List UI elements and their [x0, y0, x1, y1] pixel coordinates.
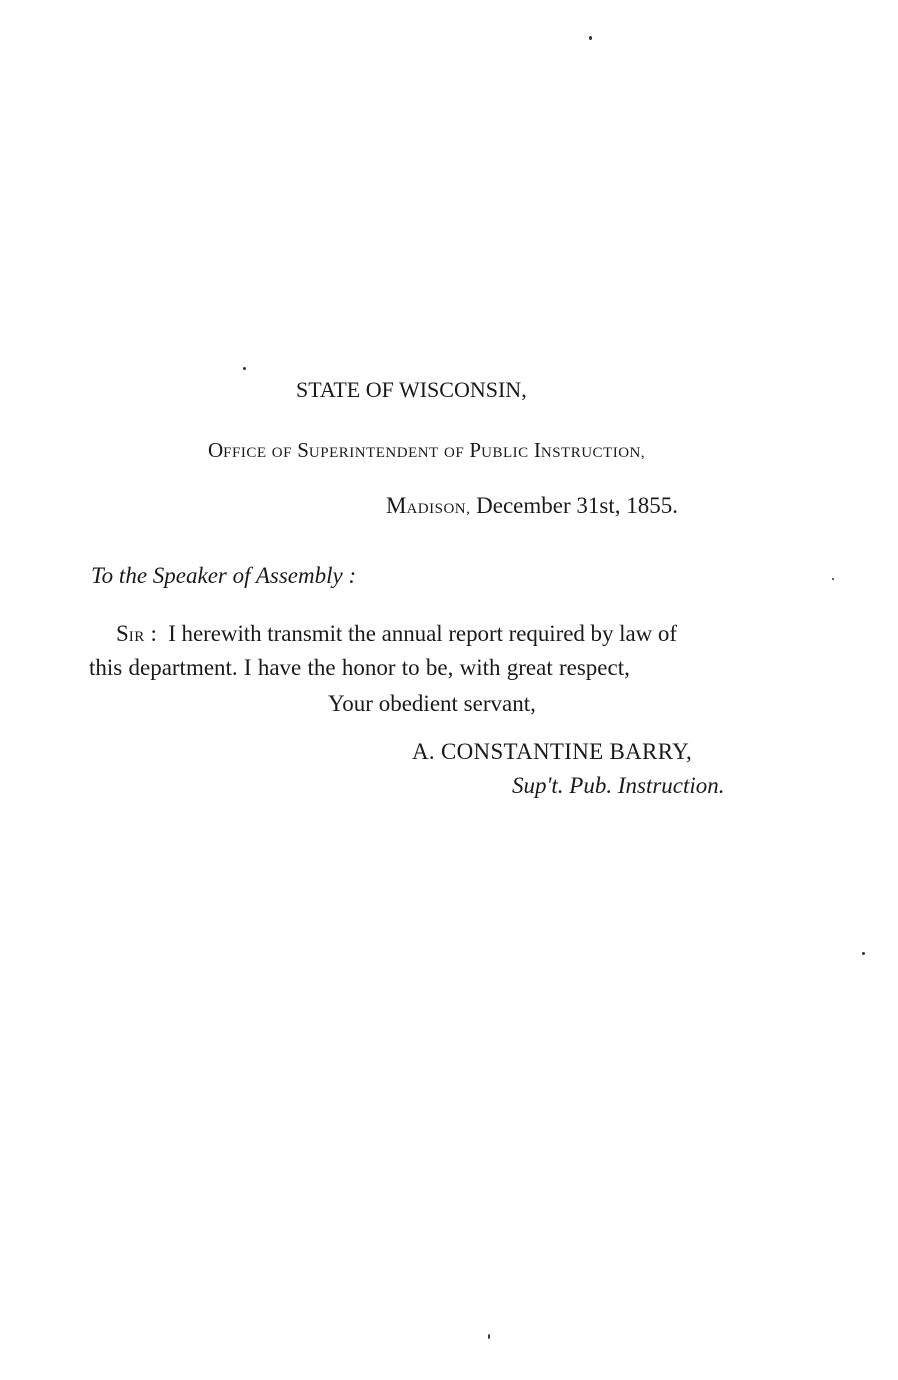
- office-word-rest: NSTRUCTION,: [540, 445, 646, 461]
- office-word: [444, 438, 464, 462]
- signature-title: Sup't. Pub. Instruction.: [512, 773, 725, 798]
- print-speck: [243, 367, 246, 370]
- office-word: [297, 438, 439, 462]
- body-line-1: [116, 620, 677, 651]
- place-name: ADISON,: [406, 501, 471, 517]
- date: December 31st, 1855.: [476, 493, 678, 518]
- body-text-1: I herewith transmit the annual report required by law of: [168, 621, 677, 646]
- office-word: [272, 438, 292, 462]
- closing: Your obedient servant,: [328, 691, 536, 716]
- sir-rest: IR: [128, 629, 145, 645]
- sir-colon: :: [150, 621, 157, 646]
- office-word-rest: UBLIC: [481, 445, 529, 461]
- office-word-rest: FFICE: [223, 445, 267, 461]
- office-word-rest: OF: [443, 445, 465, 461]
- print-speck: [862, 952, 865, 955]
- office-word: [469, 438, 528, 462]
- office-word-initial: I: [533, 438, 541, 462]
- signature-name: A. CONSTANTINE BARRY,: [412, 739, 693, 764]
- print-speck: [488, 1334, 490, 1339]
- body-line-2: this department. I have the honor to be, with great respect,: [89, 655, 630, 680]
- office-word: [208, 438, 267, 462]
- office-word-initial: O: [208, 438, 224, 462]
- office-word-initial: S: [297, 438, 309, 462]
- sir-initial: S: [116, 621, 129, 646]
- state-heading: STATE OF WISCONSIN,: [296, 377, 527, 402]
- office-word-initial: P: [469, 438, 482, 462]
- salutation: To the Speaker of Assembly :: [91, 563, 357, 588]
- print-speck: [589, 36, 592, 40]
- office-word-rest: OF: [271, 445, 292, 461]
- office-word-rest: UPERINTENDENT: [308, 445, 439, 461]
- office-word: [534, 438, 645, 462]
- place-date-line: [386, 492, 678, 523]
- office-heading: [208, 436, 645, 467]
- print-speck: [832, 578, 834, 580]
- place-initial: M: [386, 493, 407, 518]
